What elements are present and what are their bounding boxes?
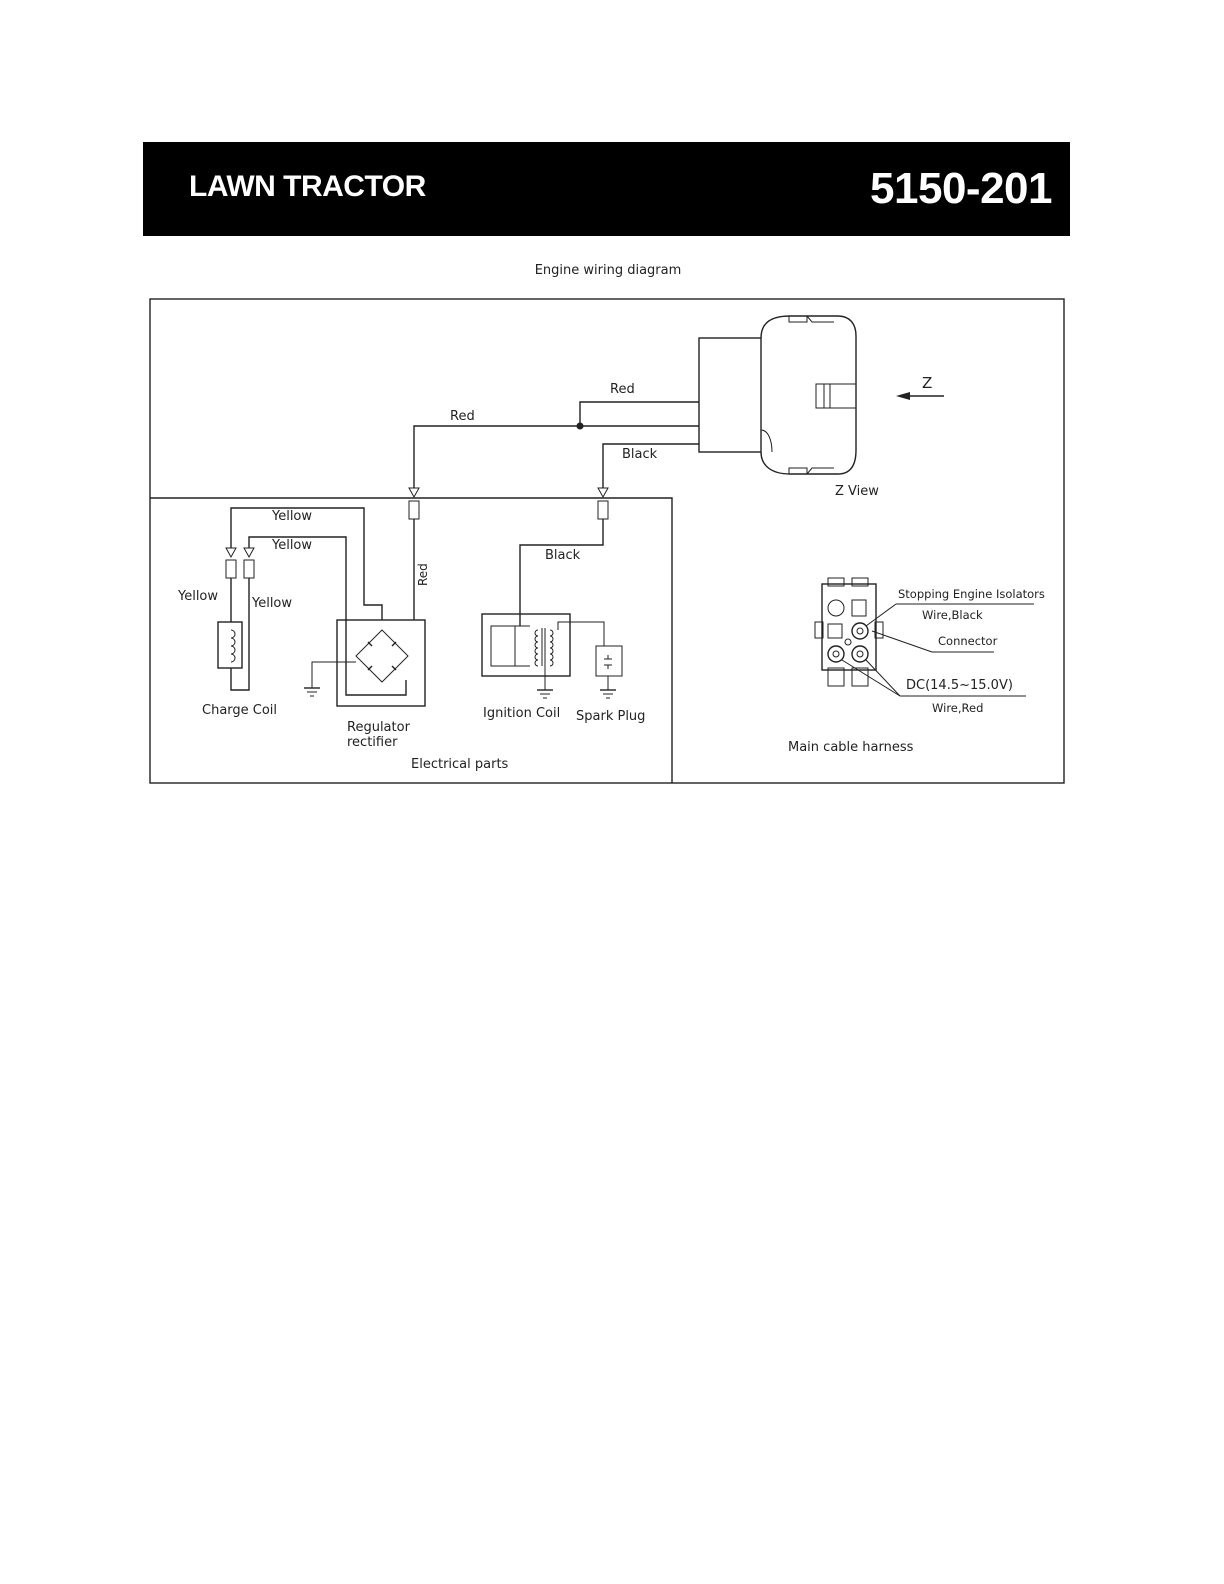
diagram-title: Engine wiring diagram <box>534 263 682 278</box>
electrical-parts-label: Electrical parts <box>411 757 509 772</box>
ignition-coil-symbol <box>482 614 604 698</box>
model-number: 5150-201 <box>870 164 1052 213</box>
red-terminal <box>409 488 419 519</box>
z-label: Z <box>922 374 933 392</box>
regulator-label-line2: rectifier <box>347 735 398 750</box>
engine-connector <box>699 316 856 474</box>
black-wire-lower <box>520 519 603 626</box>
z-view-arrow <box>896 392 944 400</box>
red-label-top: Red <box>610 382 635 397</box>
charge-coil-label: Charge Coil <box>202 703 278 718</box>
regulator-rectifier-symbol <box>304 620 425 706</box>
wire-red-callout: Wire,Red <box>932 701 984 715</box>
ignition-coil-label: Ignition Coil <box>483 706 561 721</box>
main-cable-harness-label: Main cable harness <box>788 740 914 755</box>
red-label-vertical: Red <box>416 563 430 586</box>
electrical-parts-frame <box>150 498 672 783</box>
spark-plug-label: Spark Plug <box>576 709 646 724</box>
yellow-label-1: Yellow <box>272 509 313 524</box>
z-view-label: Z View <box>835 484 879 499</box>
isolators-callout: Stopping Engine Isolators <box>898 587 1045 601</box>
black-terminal <box>598 488 608 519</box>
harness-connector-symbol <box>815 578 883 686</box>
wire-junction <box>577 423 584 430</box>
header-title: LAWN TRACTOR <box>189 170 426 203</box>
connector-callout: Connector <box>938 634 998 648</box>
yellow-terminals <box>226 548 254 578</box>
regulator-label-line1: Regulator <box>347 720 410 735</box>
black-label-lower: Black <box>545 548 581 563</box>
red-wire-top <box>580 402 699 426</box>
charge-coil-symbol <box>218 622 249 690</box>
dc-voltage-callout: DC(14.5~15.0V) <box>906 678 1013 693</box>
red-label-left: Red <box>450 409 475 424</box>
yellow-label-3: Yellow <box>178 589 219 604</box>
wire-black-callout: Wire,Black <box>922 608 983 622</box>
yellow-label-2: Yellow <box>272 538 313 553</box>
spark-plug-symbol <box>596 646 622 698</box>
black-label-top: Black <box>622 447 658 462</box>
yellow-label-4: Yellow <box>252 596 293 611</box>
